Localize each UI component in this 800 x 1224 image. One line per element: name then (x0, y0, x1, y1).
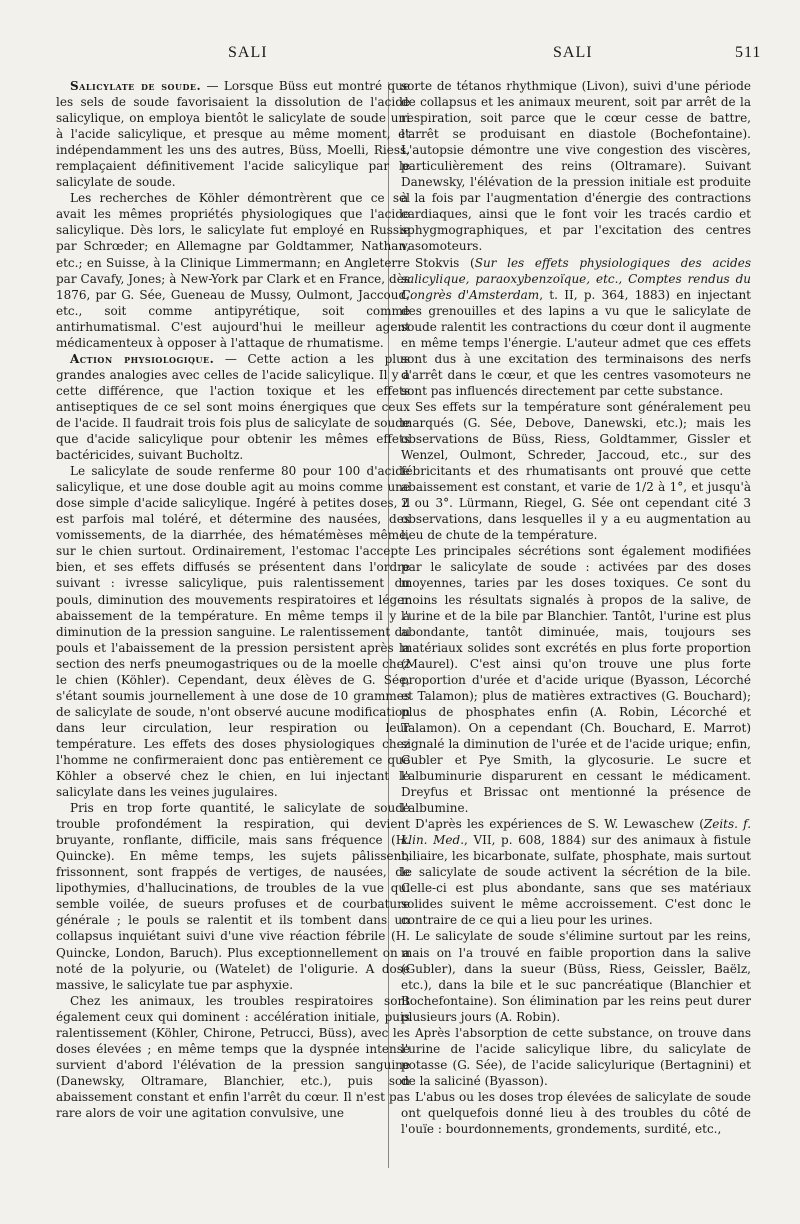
header-right-title: SALI (553, 44, 593, 61)
paragraph: Les recherches de Köhler démontrèrent que ce sel avait les mêmes propriétés physiologiques que l'acide salicylique. Dès lors, le salicylate fut employé en Russie par Schrœder; en Allemagne par Goldtammer, Nathan, etc.; en Suisse, à la Clinique Limmermann; en Angleterre par Cavafy, Jones; à New-York par Clark et en France, dès 1876, par G. Sée, Gueneau de Mussy, Oulmont, Jaccoud, etc., soit comme antipyrétique, soit comme antirhumatismal. C'est aujourd'hui le meilleur agent médicamenteux à opposer à l'attaque de rhumatisme. (56, 191, 410, 350)
paragraph-text: , VII, p. 608, 1884) sur des animaux à fistule biliaire, les bicarbonate, sulfate, phosphate, mais surtout le salicylate de soude activent la sécrétion de la bile. Celle-ci est plus abondante, sans que ses matériaux solides suivent le même accroissement. C'est donc le contraire de ce qui a lieu pour les urines. (401, 833, 751, 928)
paragraph: L'abus ou les doses trop élevées de salicylate de soude ont quelquefois donné lieu à des troubles du côté de l'ouïe : bourdonnements, grondements, surdité, etc., (401, 1089, 751, 1137)
paragraph: Ses effets sur la température sont généralement peu marqués (G. Sée, Debove, Danewski, etc.); mais les observations de Büss, Riess, Goldtammer, Gissler et Wenzel, Oulmont, Schreder, Jaccoud, etc., sur des fébricitants et des rhumatisants ont prouvé que cette abaissement est constant, et varie de 1/2 à 1°, et jusqu'à 2 ou 3°. Lürmann, Riegel, G. Sée ont cependant cité 3 observations, dans lesquelles il y a eu augmentation au lieu de chute de la température. (401, 399, 751, 543)
citation-title: Sur les effets physiologiques des acides salicylique, paraoxybenzoïque, etc., Comptes rendus du Congrès d'Amsterdam (401, 255, 751, 302)
paragraph-salicylate-intro (56, 78, 410, 190)
paragraph: Le salicylate de soude s'élimine surtout par les reins, mais on l'a trouvé en faible proportion dans la salive (Gubler), dans la sueur (Büss, Riess, Geissler, Baëlz, etc.), dans la bile et le suc pancréatique (Blanchier et Bochefontaine). Son élimination par les reins peut durer plusieurs jours (A. Robin). (401, 929, 751, 1024)
citation-title: Zeits. f. klin. Med. (401, 817, 752, 848)
paragraph: Chez les animaux, les troubles respiratoires sont également ceux qui dominent : accélération initiale, puis ralentissement (Köhler, Chirone, Petrucci, Büss), avec les doses élevées ; en même temps que la dyspnée intense survient d'abord l'élévation de la pression sanguine (Danewsky, Oltramare, Blanchier, etc.), puis son abaissement constant et enfin l'arrêt du cœur. Il n'est pas rare alors de voir une agitation convulsive, une (56, 993, 410, 1120)
paragraph-text: D'après les expériences de S. W. Lewaschew ( (415, 817, 704, 832)
paragraph-stokvis (401, 255, 751, 399)
paragraph-action-physiologique (56, 351, 410, 463)
page-number: 511 (735, 44, 762, 61)
paragraph-text: — Lorsque Büss eut montré que les sels de soude favorisaient la dissolution de l'acide salicylique, on employa bientôt le salicylate de soude uni à l'acide salicylique, et presque au même moment, et indépendamment les uns des autres, Büss, Moelli, Riess, remplaçaient définitivement l'acide salicylique par le salicylate de soude. (56, 79, 410, 190)
section-heading-salicylate: Salicylate de soude. (70, 79, 202, 93)
section-heading-action: Action physiologique. (70, 351, 215, 366)
paragraph-continued: sorte de tétanos rhythmique (Livon), suivi d'une période de collapsus et les animaux meurent, soit par arrêt de la respiration, soit parce que le cœur cesse de battre, l'arrêt se produisant en diastole (Bochefontaine). L'autopsie démontre une vive congestion des viscères, particulièrement des reins (Oltramare). Suivant Danewsky, l'élévation de la pression initiale est produite à la fois par l'augmentation d'énergie des contractions cardiaques, ainsi que le font voir les tracés cardio et sphygmographiques, et par l'excitation des centres vasomoteurs. (401, 79, 751, 254)
paragraph: Les principales sécrétions sont également modifiées par le salicylate de soude : activées par des doses moyennes, taries par les doses toxiques. Ce sont du moins les résultats signalés à propos de la salive, de l'urine et de la bile par Blanchier. Tantôt, l'urine est plus abondante, tantôt diminuée, mais, toujours ses matériaux solides sont excrétés en plus forte proportion (Maurel). C'est ainsi qu'on trouve une plus forte proportion d'urée et d'acide urique (Byasson, Lécorché et Talamon); plus de matières extractives (G. Bouchard); plus de phosphates enfin (A. Robin, Lécorché et Talamon). On a cependant (Ch. Bouchard, E. Marrot) signalé la diminution de l'urée et de l'acide urique; enfin, Gubler et Pye Smith, la glycosurie. Le sucre et l'albuminurie disparurent en cessant le médicament. Dreyfus et Brissac ont mentionné la présence de l'albumine. (401, 544, 751, 816)
right-column (401, 78, 751, 1137)
header-left-title: SALI (228, 44, 268, 61)
paragraph-text: — Cette action a les plus grandes analogies avec celles de l'acide salicylique. Il y a cette différence, que l'action toxique et les effets antiseptiques de ce sel sont moins énergiques que ceux de l'acide. Il faudrait trois fois plus de salicylate de soude que d'acide salicylique pour obtenir les mêmes effets bactéricides, suivant Bucholtz. (56, 351, 411, 463)
paragraph-lewaschew (401, 816, 751, 928)
paragraph-text: Stokvis ( (415, 255, 475, 270)
running-header (0, 44, 800, 66)
paragraph: Pris en trop forte quantité, le salicylate de soude trouble profondément la respiration, qui devient bruyante, ronflante, difficile, mais sans fréquence (H. Quincke). En même temps, les sujets pâlissent, frissonnent, sont frappés de vertiges, de nausées, de lipothymies, d'hallucinations, de troubles de la vue qui semble voilée, de sueurs profuses et de courbature générale ; le pouls se ralentit et ils tombent dans un collapsus inquiétant suivi d'une vive réaction fébrile (H. Quincke, London, Baruch). Plus exceptionnellement on a noté de la polyurie, ou (Watelet) de l'oligurie. A dose massive, le salicylate tue par asphyxie. (56, 801, 410, 992)
paragraph: Le salicylate de soude renferme 80 pour 100 d'acide salicylique, et une dose double agit au moins comme une dose simple d'acide salicylique. Ingéré à petites doses, il est parfois mal toléré, et détermine des nausées, des vomissements, de la diarrhée, des hématémèses même, sur le chien surtout. Ordinairement, l'estomac l'accepte bien, et ses effets diffusés se présentent dans l'ordre suivant : ivresse salicylique, puis ralentissement du pouls, diminution des mouvements respiratoires et léger abaissement de la température. En même temps il y a diminution de la pression sanguine. Le ralentissement du pouls et l'abaissement de la pression persistent après la section des nerfs pneumogastriques ou de la moelle chez le chien (Köhler). Cependant, deux élèves de G. Sée, s'étant soumis journellement à une dose de 10 grammes de salicylate de soude, n'ont observé aucune modification dans leur circulation, leur respiration ou leur température. Les effets des doses physiologiques chez l'homme ne confirmeraient donc pas entièrement ce que Köhler a observé chez le chien, en lui injectant le salicylate dans les veines jugulaires. (56, 464, 410, 800)
left-column (56, 78, 410, 1121)
paragraph-text: , t. II, p. 364, 1883) en injectant des grenouilles et des lapins a vu que le salicylate de soude ralentit les contractions du cœur dont il augmente en même temps l'énergie. L'auteur admet que ces effets sont dus à une excitation des terminaisons des nerfs d'arrêt dans le cœur, et que les centres vasomoteurs ne sont pas influencés directement par cette substance. (401, 287, 751, 398)
paragraph: Après l'absorption de cette substance, on trouve dans l'urine de l'acide salicylique libre, du salicylate de potasse (G. Sée), de l'acide salicylurique (Bertagnini) et de la saliciné (Byasson). (401, 1025, 751, 1088)
